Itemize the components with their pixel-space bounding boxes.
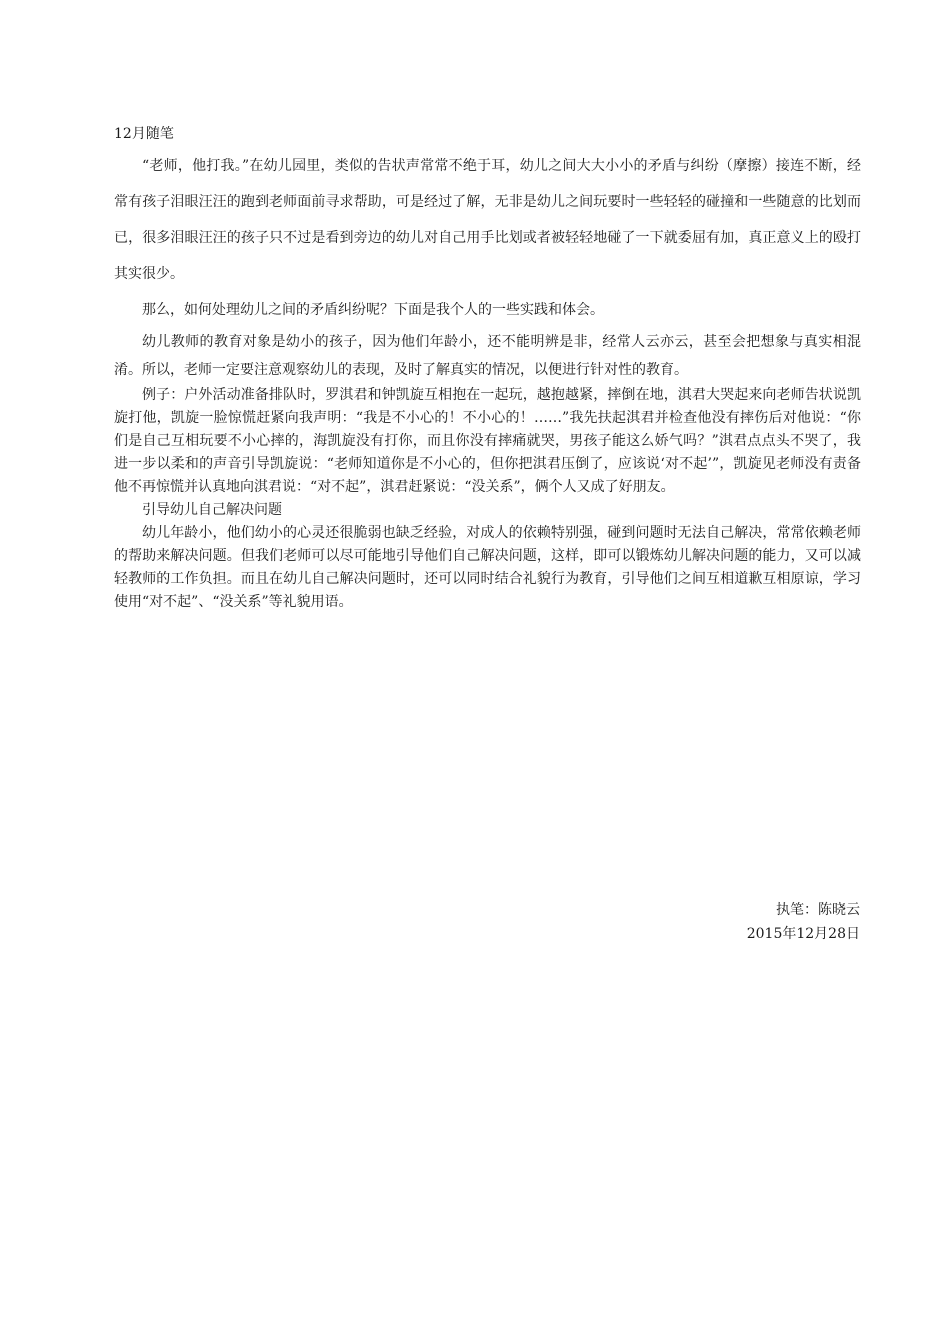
document-body — [114, 122, 861, 614]
section-heading: 引导幼儿自己解决问题 — [142, 502, 282, 518]
paragraph-observation: 幼儿教师的教育对象是幼小的孩子，因为他们年龄小，还不能明辨是非，经常人云亦云，甚至会把想象与真实相混淆。所以，老师一定要注意观察幼儿的表现，及时了解真实的情况，以便进行针对性的教育。 — [114, 334, 861, 378]
author-signature: 执笔：陈晓云 — [776, 902, 860, 918]
paragraph-intro: “老师，他打我。”在幼儿园里，类似的告状声常常不绝于耳，幼儿之间大大小小的矛盾与纠纷（摩擦）接连不断，经常有孩子泪眼汪汪的跑到老师面前寻求帮助，可是经过了解，无非是幼儿之间玩要时一些轻轻的碰撞和一些随意的比划而已，很多泪眼汪汪的孩子只不过是看到旁边的幼儿对自己用手比划或者被轻轻地碰了一下就委屈有加，真正意义上的殴打其实很少。 — [114, 158, 861, 282]
paragraph-guidance: 幼儿年龄小，他们幼小的心灵还很脆弱也缺乏经验，对成人的依赖特别强，碰到问题时无法自己解决，常常依赖老师的帮助来解决问题。但我们老师可以尽可能地引导他们自己解决问题，这样，即可以锻炼幼儿解决问题的能力，又可以减轻教师的工作负担。而且在幼儿自己解决问题时，还可以同时结合礼貌行为教育，引导他们之间互相道歉互相原谅，学习使用“对不起”、“没关系”等礼貌用语。 — [114, 525, 861, 610]
document-title: 12月随笔 — [114, 126, 174, 142]
paragraph-example: 例子：户外活动准备排队时，罗淇君和钟凯旋互相抱在一起玩，越抱越紧，摔倒在地，淇君大哭起来向老师告状说凯旋打他，凯旋一脸惊慌赶紧向我声明：“我是不小心的！不小心的！……”我先扶起淇君并检查他没有摔伤后对他说：“你们是自己互相玩要不小心摔的，海凯旋没有打你，而且你没有摔痛就哭，男孩子能这么娇气吗？”淇君点点头不哭了，我进一步以柔和的声音引导凯旋说：“老师知道你是不小心的，但你把淇君压倒了，应该说‘对不起’”，凯旋见老师没有责备他不再惊慌并认真地向淇君说：“对不起”，淇君赶紧说：“没关系”，俩个人又成了好朋友。 — [114, 387, 861, 495]
paragraph-question: 那么，如何处理幼儿之间的矛盾纠纷呢？下面是我个人的一些实践和体会。 — [142, 302, 604, 318]
document-date: 2015年12月28日 — [746, 926, 860, 942]
